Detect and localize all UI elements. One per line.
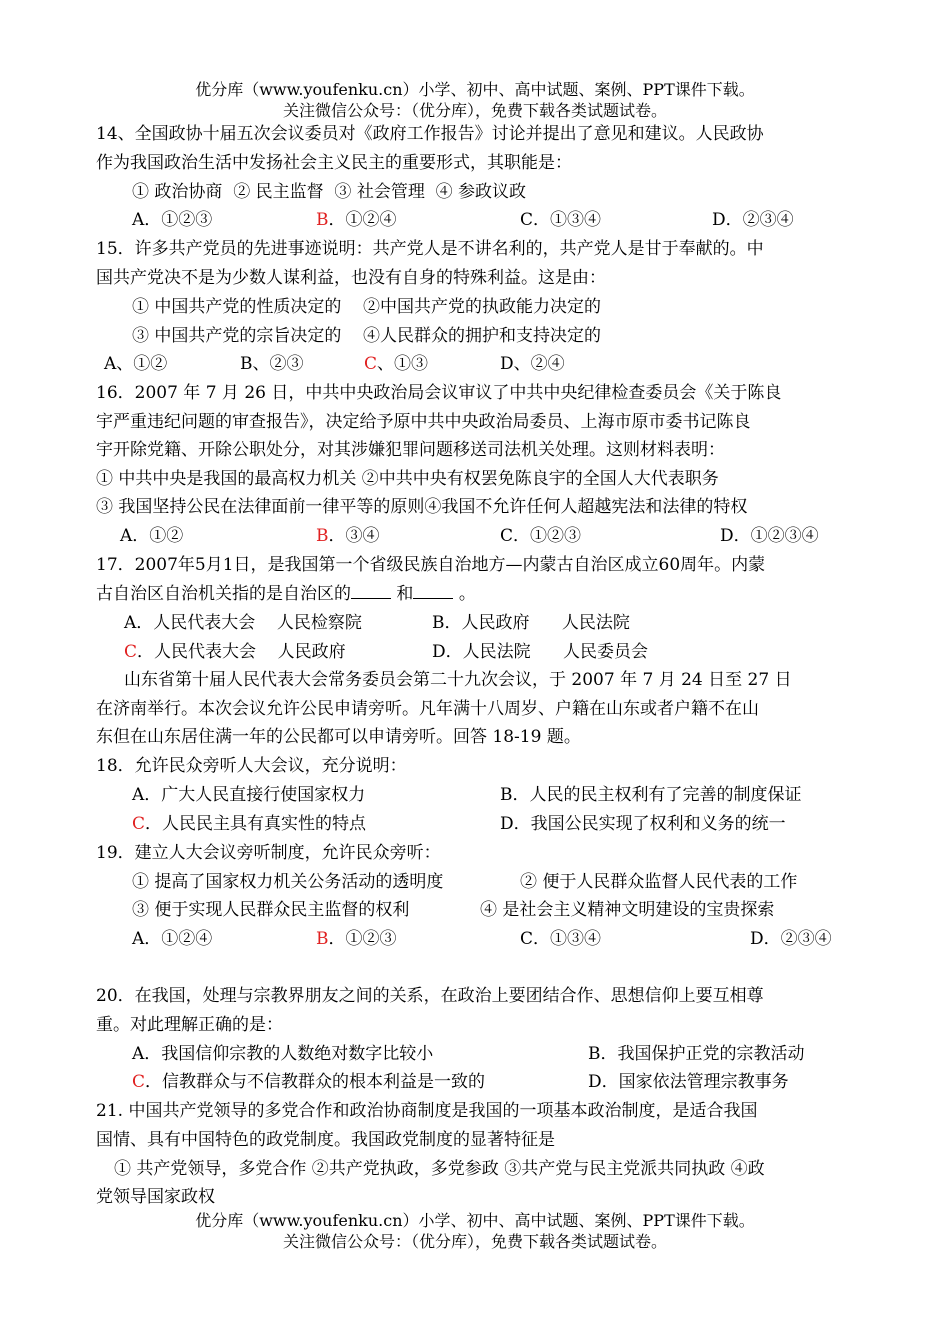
q16-option-c: C．①②③ <box>500 526 582 546</box>
q17-blank-1 <box>351 584 391 599</box>
q18-option-d: D．我国公民实现了权利和义务的统一 <box>500 814 786 834</box>
q18-option-c <box>132 813 366 835</box>
q16-item-2: ③ 我国坚持公民在法律面前一律平等的原则④我国不允许任何人超越宪法和法律的特权 <box>96 497 748 517</box>
q19-option-b-text: ．①②③ <box>328 929 397 949</box>
q17-blank-2 <box>413 584 453 599</box>
q16-option-b <box>316 525 380 547</box>
q15-item-2: ③ 中国共产党的宗旨决定的 ④人民群众的拥护和支持决定的 <box>132 326 602 346</box>
q15-answer-letter: C <box>364 354 378 374</box>
q16-stem-3: 宇开除党籍、开除公职处分，对其涉嫌犯罪问题移送司法机关处理。这则材料表明： <box>96 440 725 460</box>
q16-option-a: A．①② <box>120 526 184 546</box>
q15-option-c <box>364 353 428 375</box>
q14-stem-2: 作为我国政治生活中发扬社会主义民主的重要形式，其职能是： <box>96 153 572 173</box>
q15-option-d: D、②④ <box>500 354 565 374</box>
q15-option-a: A、①② <box>104 354 168 374</box>
footer-line-2: 关注微信公众号：（优分库），免费下载各类试题试卷。 <box>282 1232 667 1251</box>
q17-option-d: D．人民法院 人民委员会 <box>432 642 649 662</box>
q16-option-b-text: ．③④ <box>328 526 380 546</box>
q19-item-1b: ② 便于人民群众监督人民代表的工作 <box>520 872 798 892</box>
q14-option-a: A．①②③ <box>132 210 213 230</box>
q16-stem-1: 16．2007 年 7 月 26 日，中共中央政治局会议审议了中共中央纪律检查委员会《关于陈良 <box>96 383 782 403</box>
q15-stem-1: 15．许多共产党员的先进事迹说明：共产党人是不讲名利的，共产党人是甘于奉献的。中 <box>96 239 764 259</box>
q17-stem-2-and: 和 <box>396 584 414 604</box>
q20-option-a: A．我国信仰宗教的人数绝对数字比较小 <box>132 1044 434 1064</box>
q16-stem-2: 宇严重违纪问题的审查报告》，决定给予原中共中央政治局委员、上海市原市委书记陈良 <box>96 412 751 432</box>
q14-option-d: D．②③④ <box>712 210 794 230</box>
q18-stem: 18．允许民众旁听人大会议，充分说明： <box>96 756 407 776</box>
q16-item-1: ① 中共中央是我国的最高权力机关 ②中共中央有权罢免陈良宇的全国人大代表职务 <box>96 469 719 489</box>
q17-stem-2 <box>96 583 476 605</box>
passage-line-1: 山东省第十届人民代表大会常务委员会第二十九次会议，于 2007 年 7 月 24 日至 27 日 <box>124 670 792 690</box>
q14-answer-letter: B <box>316 210 329 230</box>
q20-option-c-text: ．信教群众与不信教群众的根本利益是一致的 <box>145 1072 486 1092</box>
q15-option-c-text: 、①③ <box>377 354 429 374</box>
q18-option-c-text: ．人民民主具有真实性的特点 <box>145 814 367 834</box>
footer-line-1: 优分库（www.youfenku.cn）小学、初中、高中试题、案例、PPT课件下载。 <box>195 1211 755 1230</box>
q21-stem-1: 21. 中国共产党领导的多党合作和政治协商制度是我国的一项基本政治制度，是适合我国 <box>96 1101 758 1121</box>
q19-option-a: A．①②④ <box>132 929 213 949</box>
q18-option-a: A．广大人民直接行使国家权力 <box>132 785 366 805</box>
q17-option-c <box>124 641 346 663</box>
q17-answer-letter: C <box>124 642 138 662</box>
q14-stem-1: 14、全国政协十届五次会议委员对《政府工作报告》讨论并提出了意见和建议。人民政协 <box>96 124 764 144</box>
q14-items: ① 政治协商 ② 民主监督 ③ 社会管理 ④ 参政议政 <box>132 182 527 202</box>
q17-stem-2-text: 古自治区自治机关指的是自治区的 <box>96 584 351 604</box>
q19-option-c: C．①③④ <box>520 929 602 949</box>
q20-option-b: B．我国保护正党的宗教活动 <box>588 1044 805 1064</box>
q17-option-c-text: ．人民代表大会 人民政府 <box>137 642 346 662</box>
q19-item-2a: ③ 便于实现人民群众民主监督的权利 <box>132 900 410 920</box>
q20-option-c <box>132 1071 485 1093</box>
q21-item-1: ① 共产党领导，多党合作 ②共产党执政，多党参政 ③共产党与民主党派共同执政 ④政 <box>114 1159 765 1179</box>
q17-option-a: A．人民代表大会 人民检察院 <box>124 613 362 633</box>
q16-answer-letter: B <box>316 526 329 546</box>
q14-option-b <box>316 209 397 231</box>
q18-option-b: B．人民的民主权利有了完善的制度保证 <box>500 785 802 805</box>
q19-answer-letter: B <box>316 929 329 949</box>
q16-option-d: D．①②③④ <box>720 526 819 546</box>
q14-option-c: C．①③④ <box>520 210 602 230</box>
header-line-2: 关注微信公众号：（优分库），免费下载各类试题试卷。 <box>282 101 667 120</box>
q20-option-d: D．国家依法管理宗教事务 <box>588 1072 789 1092</box>
q19-option-b <box>316 928 397 950</box>
q19-item-1a: ① 提高了国家权力机关公务活动的透明度 <box>132 872 444 892</box>
q19-stem: 19．建立人大会议旁听制度，允许民众旁听： <box>96 843 441 863</box>
q20-stem-2: 重。对此理解正确的是： <box>96 1015 283 1035</box>
q19-option-d: D．②③④ <box>750 929 832 949</box>
passage-line-2: 在济南举行。本次会议允许公民申请旁听。凡年满十八周岁、户籍在山东或者户籍不在山 <box>96 699 759 719</box>
q20-stem-1: 20．在我国，处理与宗教界朋友之间的关系，在政治上要团结合作、思想信仰上要互相尊 <box>96 986 764 1006</box>
q15-option-b: B、②③ <box>240 354 304 374</box>
header-line-1: 优分库（www.youfenku.cn）小学、初中、高中试题、案例、PPT课件下载。 <box>195 80 755 99</box>
q14-option-b-text: ．①②④ <box>328 210 397 230</box>
passage-line-3: 东但在山东居住满一年的公民都可以申请旁听。回答 18-19 题。 <box>96 727 581 747</box>
q21-item-2: 党领导国家政权 <box>96 1187 215 1207</box>
q19-item-2b: ④ 是社会主义精神文明建设的宝贵探索 <box>480 900 775 920</box>
q15-item-1: ① 中国共产党的性质决定的 ②中国共产党的执政能力决定的 <box>132 297 602 317</box>
q17-stem-1: 17．2007年5月1日，是我国第一个省级民族自治地方—内蒙古自治区成立60周年。内蒙 <box>96 555 766 575</box>
q21-stem-2: 国情、具有中国特色的政党制度。我国政党制度的显著特征是 <box>96 1130 555 1150</box>
q18-answer-letter: C <box>132 814 146 834</box>
q17-option-b: B．人民政府 人民法院 <box>432 613 630 633</box>
q15-stem-2: 国共产党决不是为少数人谋利益，也没有自身的特殊利益。这是由： <box>96 268 606 288</box>
q20-answer-letter: C <box>132 1072 146 1092</box>
q17-stem-2-end: 。 <box>458 584 476 604</box>
